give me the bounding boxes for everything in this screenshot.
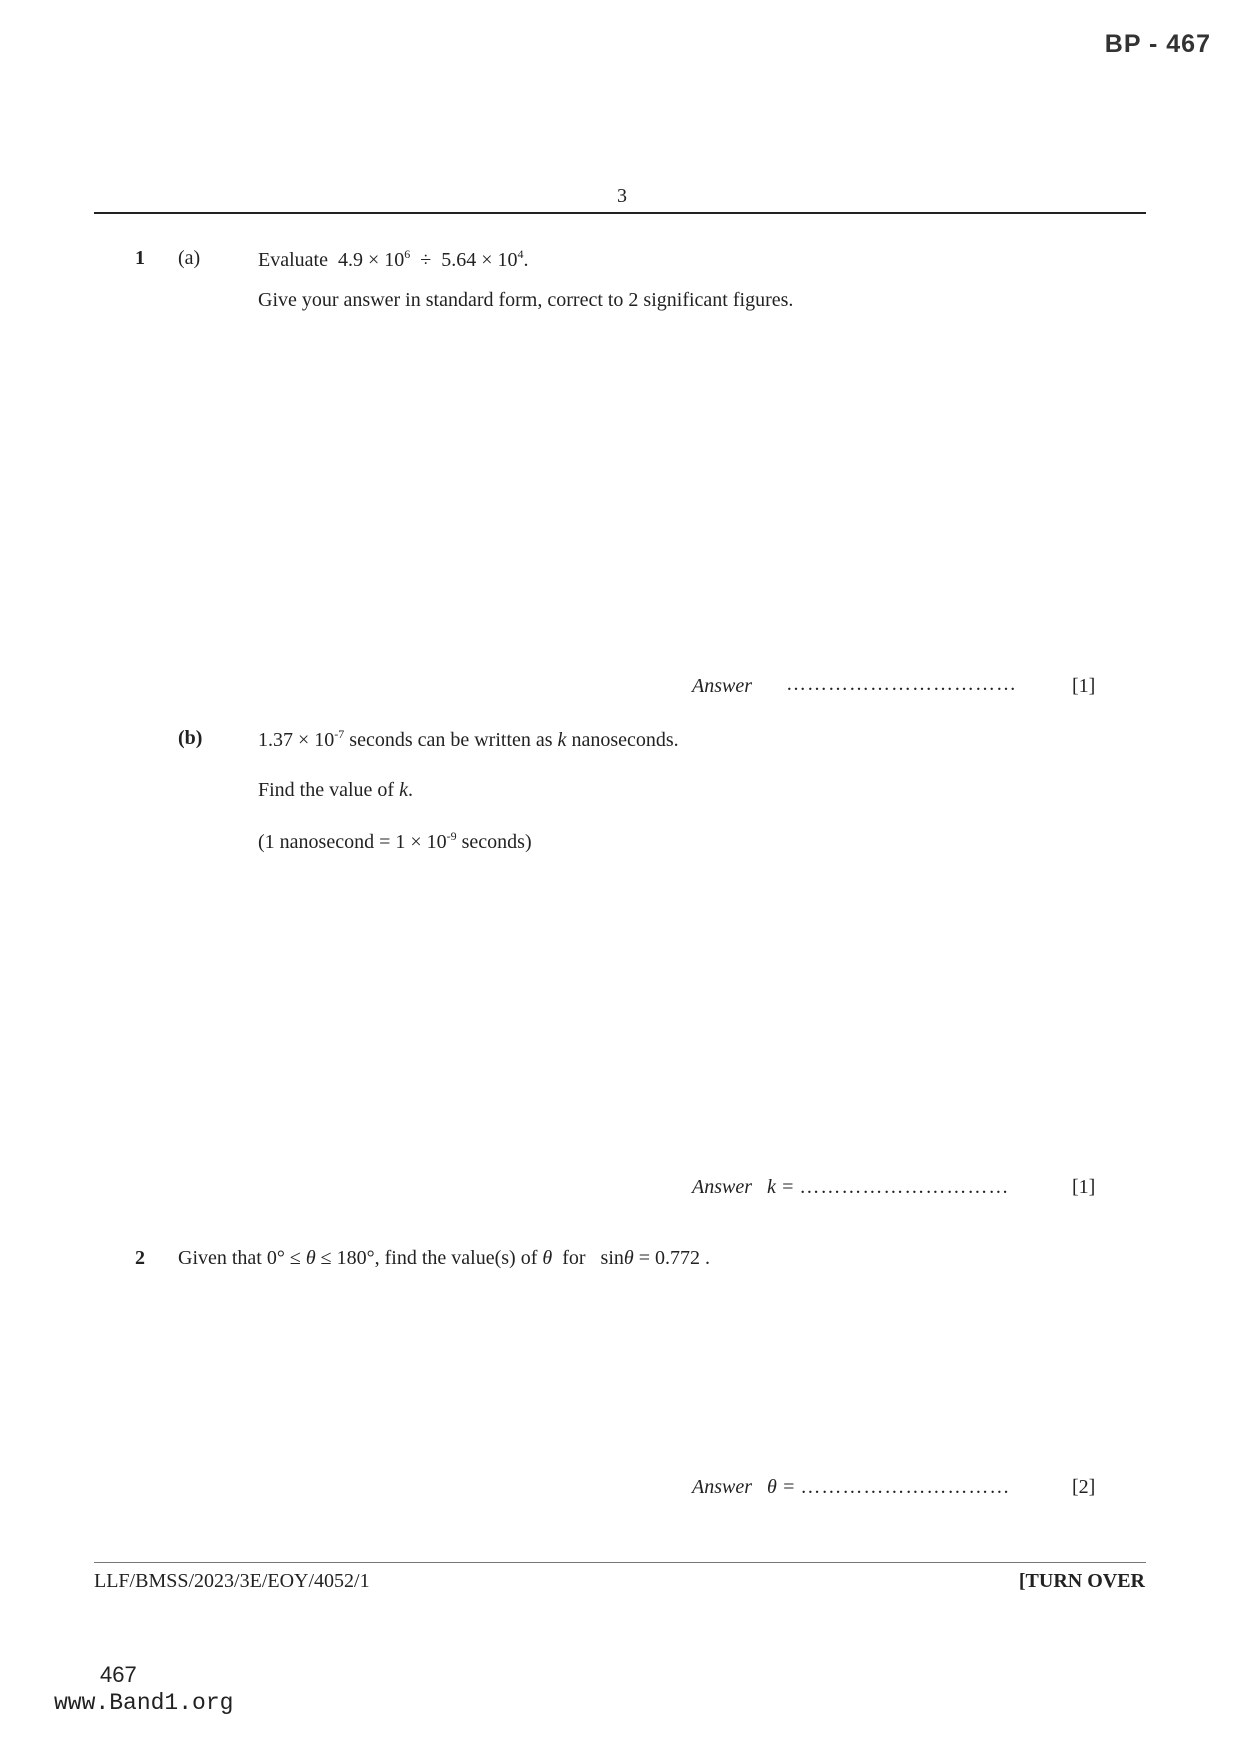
nanosecond-unit: seconds) [461, 831, 532, 853]
turn-over-label: [TURN OVER [1018, 1570, 1145, 1592]
answer-label-1a: Answer [692, 675, 752, 697]
for-text: for [562, 1247, 586, 1269]
answer-line-1a[interactable]: …………………………… [786, 673, 1017, 695]
answer-var-1b: k = [767, 1176, 795, 1198]
sin-text: sin [600, 1247, 624, 1269]
answer-row-2 [692, 1477, 1010, 1497]
nanosecond-def: (1 nanosecond = 1 × 10 [258, 831, 447, 853]
page-number: 3 [617, 185, 627, 207]
equation-value: = 0.772 . [638, 1247, 710, 1269]
answer-label-1b: Answer [692, 1176, 752, 1198]
range-text: ≤ 180°, find the value(s) of [320, 1247, 538, 1269]
question-2-text [178, 1248, 710, 1268]
find-text: Find the value of [258, 779, 395, 801]
value-exponent: -7 [334, 727, 345, 741]
question-2-number: 2 [135, 1247, 145, 1269]
answer-label-2: Answer [692, 1476, 752, 1498]
question-1a-line1: Evaluate $4.9 \times 10^6 \div 5.64 \times 10^4$. [258, 247, 529, 271]
document-code: BP - 467 [1104, 30, 1211, 58]
evaluate-word: Evaluate [258, 249, 328, 271]
expr-b-exponent: 4 [517, 247, 524, 261]
header-rule [94, 212, 1146, 214]
expr-a-exponent: 6 [404, 247, 411, 261]
nanosecond-exponent: -9 [446, 829, 457, 843]
answer-line-1b[interactable]: ………………………… [799, 1176, 1010, 1198]
marks-1a: [1] [1072, 675, 1096, 697]
theta-3: θ [623, 1247, 634, 1269]
value-mantissa: 1.37 × 10 [258, 729, 335, 751]
expr-a-mantissa: 4.9 × 10 [337, 249, 405, 271]
footer-reference: LLF/BMSS/2023/3E/EOY/4052/1 [94, 1570, 370, 1592]
question-1a-line2: Give your answer in standard form, correct to 2 significant figures. [258, 289, 794, 311]
conversion-text: seconds can be written as [349, 729, 553, 751]
answer-line-2[interactable]: ………………………… [800, 1476, 1011, 1498]
theta-1: θ [305, 1247, 316, 1269]
unit-text: nanoseconds. [571, 729, 679, 751]
question-1-number: 1 [135, 247, 145, 269]
website-watermark: www.Band1.org [54, 1690, 234, 1716]
answer-var-2: θ = [767, 1476, 796, 1498]
question-1a-label: (a) [178, 247, 201, 269]
marks-1b: [1] [1072, 1176, 1096, 1198]
answer-row-1b [692, 1177, 1009, 1197]
question-1b-line1 [258, 727, 679, 751]
given-text: Given that 0° ≤ [178, 1247, 301, 1269]
variable-k-2: k [399, 779, 408, 801]
variable-k: k [557, 729, 567, 751]
theta-2: θ [542, 1247, 553, 1269]
footer-rule [94, 1562, 1146, 1563]
bottom-page-number: 467 [100, 1662, 137, 1687]
expr-b-mantissa: 5.64 × 10 [441, 249, 518, 271]
question-1b-line2: Find the value of k. [258, 779, 413, 801]
question-1b-label: (b) [178, 727, 203, 749]
marks-2: [2] [1072, 1476, 1096, 1498]
question-1b-line3 [258, 829, 532, 853]
